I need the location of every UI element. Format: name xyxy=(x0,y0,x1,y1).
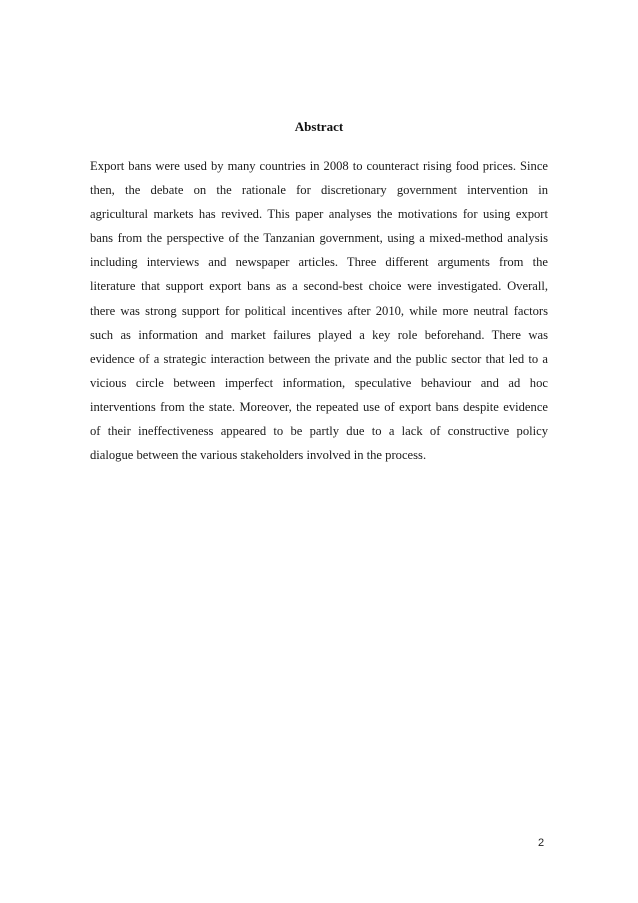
abstract-line: agricultural markets has revived. This paper analyses the motivations for using export xyxy=(90,207,548,222)
abstract-line: of their ineffectiveness appeared to be partly due to a lack of constructive policy xyxy=(90,424,548,439)
abstract-line: including interviews and newspaper articles. Three different arguments from the xyxy=(90,255,548,270)
abstract-line: interventions from the state. Moreover, the repeated use of export bans despite evidence xyxy=(90,399,548,414)
abstract-line: evidence of a strategic interaction between the private and the public sector that led to a xyxy=(90,351,548,366)
abstract-paragraph xyxy=(90,154,548,467)
abstract-line: then, the debate on the rationale for discretionary government intervention in xyxy=(90,183,548,198)
abstract-line: such as information and market failures played a key role beforehand. There was xyxy=(90,327,548,342)
abstract-line: vicious circle between imperfect information, speculative behaviour and ad hoc xyxy=(90,375,548,390)
abstract-line: there was strong support for political incentives after 2010, while more neutral factors xyxy=(90,303,548,318)
abstract-line: Export bans were used by many countries in 2008 to counteract rising food prices. Since xyxy=(90,159,548,173)
abstract-line: dialogue between the various stakeholders involved in the process. xyxy=(90,448,427,463)
page-number: 2 xyxy=(538,837,545,849)
abstract-heading: Abstract xyxy=(294,119,344,134)
abstract-line: bans from the perspective of the Tanzanian government, using a mixed-method analysis xyxy=(90,231,548,246)
abstract-line: literature that support export bans as a second-best choice were investigated. Overall, xyxy=(90,279,548,294)
